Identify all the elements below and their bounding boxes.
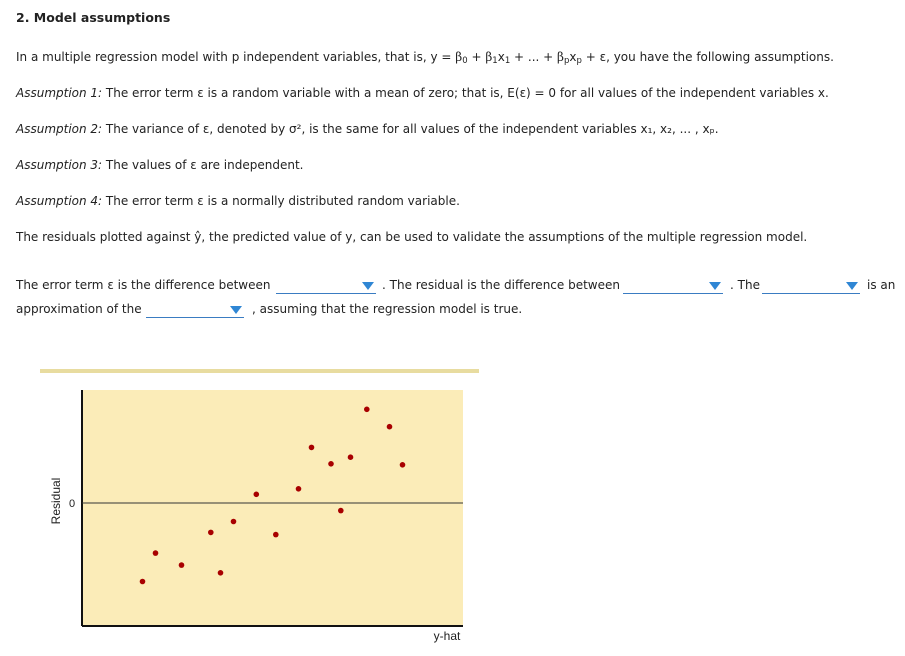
assumption-4: [16, 194, 460, 208]
data-point-5: [218, 570, 224, 576]
data-point-16: [400, 462, 406, 468]
fill-in-text-6: , assuming that the regression model is true.: [252, 302, 523, 316]
assumption-2: [16, 122, 719, 136]
intro-suffix: , you have the following assumptions.: [606, 50, 834, 64]
assumption-3-text: The values of ε are independent.: [102, 158, 304, 172]
data-point-8: [273, 532, 279, 538]
model-intro: [16, 50, 834, 66]
dropdown-arrow-icon: [709, 282, 721, 290]
data-point-11: [328, 461, 334, 467]
dropdown-1[interactable]: [276, 279, 376, 294]
data-point-10: [309, 445, 315, 451]
assumption-1: [16, 86, 829, 100]
data-point-6: [231, 519, 237, 525]
dropdown-arrow-icon: [230, 306, 242, 314]
plot-area: [82, 390, 463, 626]
regression-equation: $\beta_0 + \beta_1x_1$ + ... + $\beta_px_p + \varepsilon$: [455, 50, 607, 66]
data-point-9: [296, 486, 302, 492]
section-heading: 2. Model assumptions: [16, 10, 171, 25]
data-point-14: [364, 407, 370, 413]
assumption-2-text: The variance of ε, denoted by σ², is the same for all values of the independent variables x₁, x₂, ... , xₚ.: [102, 122, 719, 136]
fill-in-text-1: The error term ε is the difference between: [16, 278, 271, 292]
plot-top-bar: [40, 369, 479, 373]
data-point-3: [179, 562, 185, 568]
data-point-13: [348, 454, 354, 460]
assumption-4-label: Assumption 4:: [16, 194, 103, 208]
fill-in-text-5: approximation of the: [16, 302, 142, 316]
residuals-note: The residuals plotted against ŷ, the predicted value of y, can be used to validate the assumptions of the multiple regression model.: [16, 230, 808, 244]
assumption-3-label: Assumption 3:: [16, 158, 103, 172]
data-point-15: [387, 424, 393, 430]
data-point-2: [153, 550, 159, 556]
assumption-1-text: The error term ε is a random variable with a mean of zero; that is, E(ε) = 0 for all values of the independent variables x.: [102, 86, 829, 100]
assumption-1-label: Assumption 1:: [16, 86, 103, 100]
data-point-7: [254, 492, 260, 498]
y-tick-label-zero: 0: [68, 498, 76, 510]
residual-plot: [40, 366, 480, 651]
dropdown-4[interactable]: [146, 303, 244, 318]
y-axis-label: Residual: [49, 477, 63, 525]
fill-in-text-2: . The residual is the difference between: [382, 278, 620, 292]
dropdown-2[interactable]: [623, 279, 723, 294]
x-axis-label: y-hat: [433, 629, 461, 643]
intro-prefix: In a multiple regression model with p independent variables, that is, y =: [16, 50, 456, 64]
data-point-4: [208, 530, 214, 536]
data-point-1: [140, 579, 146, 585]
dropdown-arrow-icon: [846, 282, 858, 290]
assumption-3: [16, 158, 303, 172]
dropdown-3[interactable]: [762, 279, 860, 294]
assumption-2-label: Assumption 2:: [16, 122, 103, 136]
fill-in-text-4: is an: [867, 278, 896, 292]
dropdown-arrow-icon: [362, 282, 374, 290]
assumption-4-text: The error term ε is a normally distributed random variable.: [102, 194, 460, 208]
fill-in-text-3: . The: [730, 278, 760, 292]
data-point-12: [338, 508, 344, 514]
